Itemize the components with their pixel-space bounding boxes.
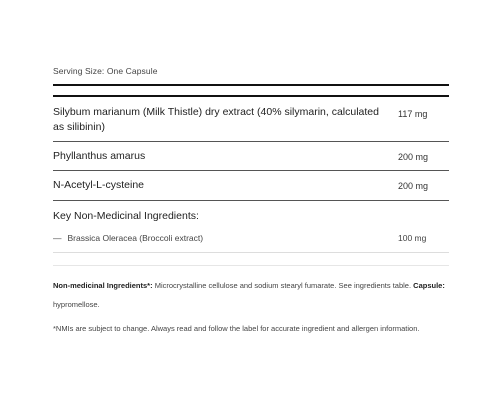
capsule-text: hypromellose. [53,300,100,309]
key-nmi-row [53,201,449,253]
ingredient-name: Silybum marianum (Milk Thistle) dry extract (40% silymarin, calculated as silibinin) [53,106,379,133]
ingredient-amount: 200 mg [398,152,429,162]
table-row [53,171,449,201]
ingredient-name: N-Acetyl-L-cysteine [53,179,145,191]
nmi-label: Non-medicinal Ingredients*: [53,281,153,290]
bottom-divider [53,265,449,266]
capsule-label: Capsule: [413,281,445,290]
dash-glyph: — [53,233,62,243]
table-row [53,97,449,142]
key-nmi-item-amount: 100 mg [398,233,427,243]
nmi-paragraph [53,276,449,314]
key-nmi-item [53,233,203,243]
ingredient-amount: 117 mg [398,109,428,119]
ingredients-table [53,97,449,253]
key-nmi-heading: Key Non-Medicinal Ingredients: [53,210,199,222]
serving-size: Serving Size: One Capsule [53,66,158,76]
top-divider [53,84,449,86]
nmi-text: Microcrystalline cellulose and sodium stearyl fumarate. See ingredients table. [152,281,414,290]
key-nmi-item-name: Brassica Oleracea (Broccoli extract) [67,233,204,243]
table-row [53,142,449,171]
ingredient-amount: 200 mg [398,181,429,191]
ingredient-name: Phyllanthus amarus [53,150,146,162]
nmi-footnote: *NMIs are subject to change. Always read and follow the label for accurate ingredient and allergen information. [53,324,420,333]
